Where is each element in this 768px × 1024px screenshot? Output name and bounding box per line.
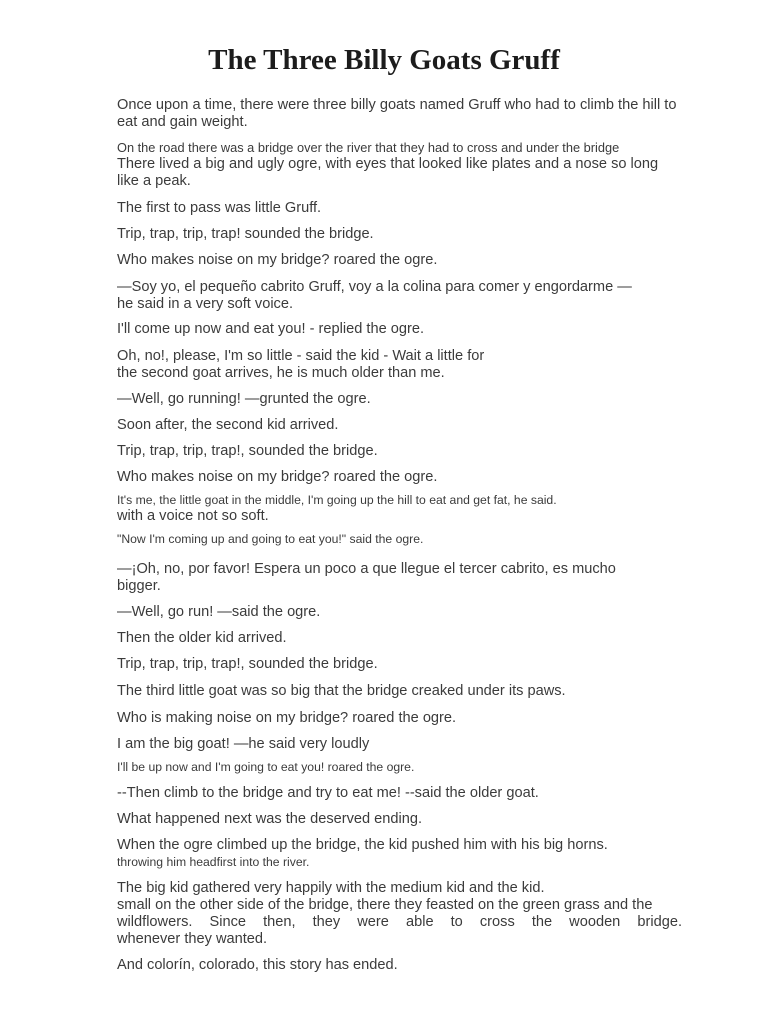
paragraph-12 (117, 469, 682, 486)
text-line: I am the big goat! —he said very loudly (117, 736, 370, 752)
paragraph-19 (117, 683, 682, 700)
text-line: Trip, trap, trip, trap!, sounded the bridge. (117, 656, 378, 672)
paragraph-26 (117, 880, 682, 948)
paragraph-24 (117, 811, 682, 828)
text-line: Who is making noise on my bridge? roared the ogre. (117, 710, 457, 726)
story-body (117, 97, 682, 982)
text-line: There lived a big and ugly ogre, with eyes that looked like plates and a nose so long (117, 156, 659, 172)
paragraph-1 (117, 97, 682, 131)
text-line: throwing him headfirst into the river. (117, 855, 310, 869)
paragraph-2 (117, 139, 682, 190)
text-line: I'll come up now and eat you! - replied the ogre. (117, 321, 425, 337)
text-line: Who makes noise on my bridge? roared the ogre. (117, 252, 438, 268)
paragraph-14 (117, 531, 682, 547)
text-line: "Now I'm coming up and going to eat you!" said the ogre. (117, 532, 424, 546)
paragraph-10 (117, 417, 682, 434)
text-line: bigger. (117, 578, 161, 594)
text-line: And colorín, colorado, this story has ended. (117, 957, 398, 973)
text-line: It's me, the little goat in the middle, I'm going up the hill to eat and get fat, he said. (117, 493, 557, 507)
text-line: eat and gain weight. (117, 114, 248, 130)
text-line: like a peak. (117, 173, 191, 189)
paragraph-4 (117, 226, 682, 243)
paragraph-5 (117, 252, 682, 269)
paragraph-13 (117, 492, 682, 525)
text-line: Oh, no!, please, I'm so little - said the kid - Wait a little for (117, 348, 485, 364)
paragraph-6 (117, 279, 682, 313)
paragraph-9 (117, 391, 682, 408)
text-line: I'll be up now and I'm going to eat you! roared the ogre. (117, 760, 415, 774)
paragraph-16 (117, 604, 682, 621)
text-line: —Well, go run! —said the ogre. (117, 604, 321, 620)
paragraph-3 (117, 200, 682, 217)
text-line: Once upon a time, there were three billy goats named Gruff who had to climb the hill to (117, 97, 677, 113)
paragraph-7 (117, 321, 682, 338)
paragraph-22 (117, 759, 682, 775)
text-line: —Well, go running! —grunted the ogre. (117, 391, 371, 407)
text-line: --Then climb to the bridge and try to eat me! --said the older goat. (117, 785, 539, 801)
text-line: Trip, trap, trip, trap!, sounded the bridge. (117, 443, 378, 459)
paragraph-20 (117, 710, 682, 727)
page-title: The Three Billy Goats Gruff (208, 44, 560, 76)
text-line: On the road there was a bridge over the river that they had to cross and under the bridge (117, 140, 620, 155)
text-line: Then the older kid arrived. (117, 630, 287, 646)
paragraph-25 (117, 837, 682, 870)
text-line: whenever they wanted. (117, 931, 268, 947)
text-line: with a voice not so soft. (117, 508, 269, 524)
text-line: When the ogre climbed up the bridge, the kid pushed him with his big horns. (117, 837, 608, 853)
paragraph-18 (117, 656, 682, 673)
text-line: What happened next was the deserved ending. (117, 811, 423, 827)
paragraph-17 (117, 630, 682, 647)
text-line: The big kid gathered very happily with the medium kid and the kid. (117, 880, 545, 896)
paragraph-11 (117, 443, 682, 460)
text-line: Trip, trap, trip, trap! sounded the bridge. (117, 226, 374, 242)
text-line: Soon after, the second kid arrived. (117, 417, 339, 433)
text-line: —¡Oh, no, por favor! Espera un poco a que llegue el tercer cabrito, es mucho (117, 561, 616, 577)
paragraph-8 (117, 348, 682, 382)
text-line: The first to pass was little Gruff. (117, 200, 322, 216)
text-line: The third little goat was so big that the bridge creaked under its paws. (117, 683, 566, 699)
text-line: the second goat arrives, he is much older than me. (117, 365, 445, 381)
text-line: Who makes noise on my bridge? roared the ogre. (117, 469, 438, 485)
paragraph-15 (117, 561, 682, 595)
text-line: wildflowers. Since then, they were able to cross the wooden bridge. (117, 914, 682, 930)
text-line: small on the other side of the bridge, there they feasted on the green grass and the (117, 897, 653, 913)
paragraph-27 (117, 957, 682, 974)
paragraph-23 (117, 785, 682, 802)
paragraph-21 (117, 736, 682, 753)
text-line: he said in a very soft voice. (117, 296, 294, 312)
text-line: —Soy yo, el pequeño cabrito Gruff, voy a la colina para comer y engordarme — (117, 279, 632, 295)
